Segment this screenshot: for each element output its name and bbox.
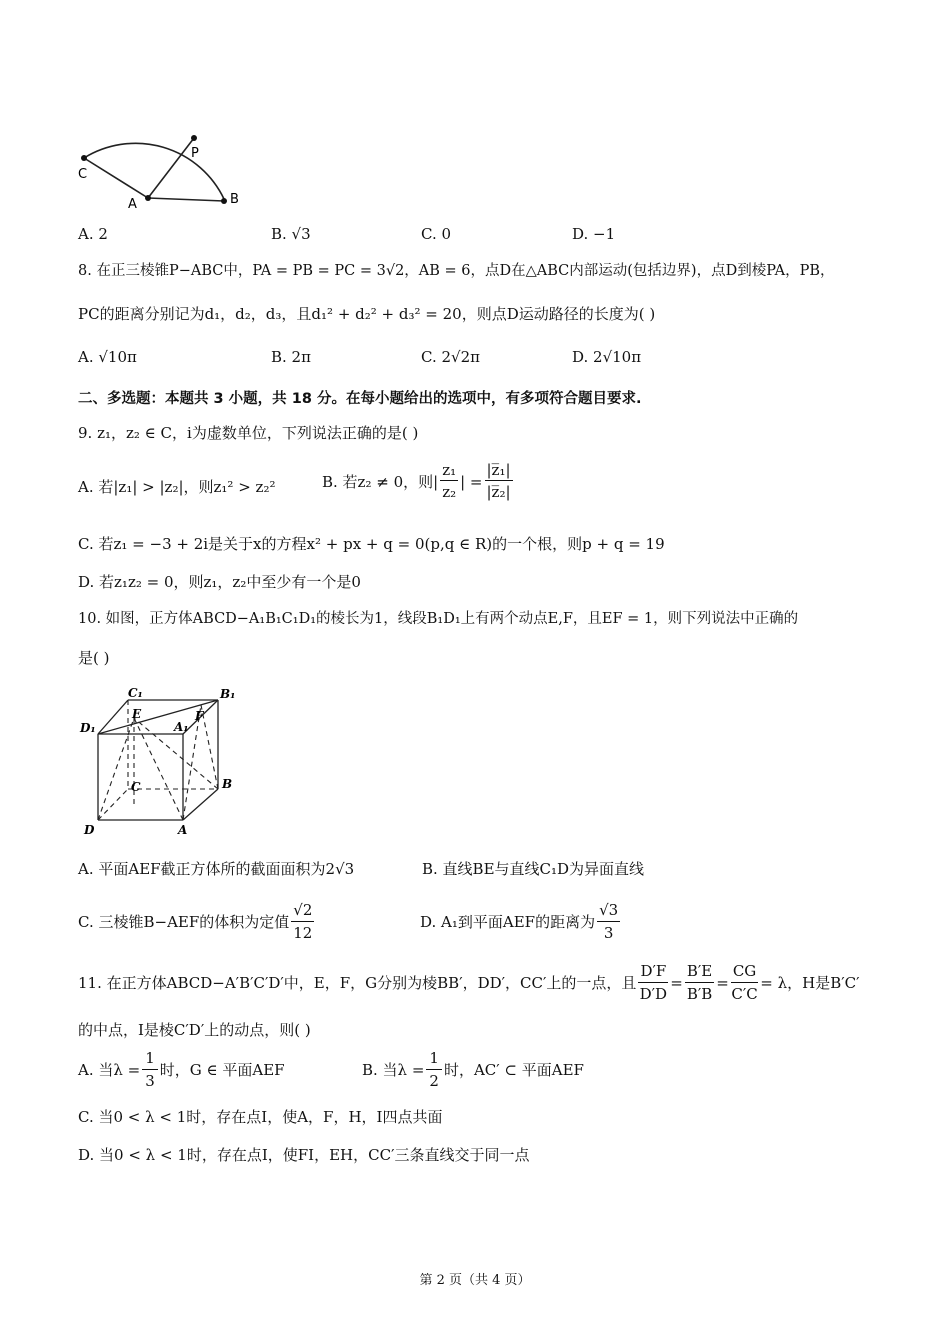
- vertex-label-d1: D₁: [80, 721, 96, 735]
- q11-option-a-suffix: 时，G ∈ 平面AEF: [159, 1061, 285, 1079]
- point-label-p: P: [191, 146, 199, 161]
- q10-option-d: [420, 900, 620, 944]
- q11-option-c: C. 当0 < λ < 1时，存在点I，使A，F，H，I四点共面: [78, 1108, 443, 1126]
- fraction-numerator: B′E: [685, 961, 714, 983]
- fraction-denominator: D′D: [639, 985, 668, 1003]
- vertex-label-c: C: [131, 780, 141, 794]
- vertex-label-b1: B₁: [220, 687, 236, 701]
- q9-option-a: A. 若|z₁| > |z₂|，则z₁² > z₂²: [78, 478, 276, 496]
- fraction-denominator: C′C: [731, 985, 758, 1003]
- fraction-numerator: √2: [291, 900, 314, 922]
- fraction-denominator: B′B: [686, 985, 713, 1003]
- fraction-denominator: 12: [293, 924, 313, 942]
- q8-option-d: D. 2√10π: [572, 348, 642, 366]
- equals-sign: =: [716, 974, 729, 992]
- fraction-denominator: 3: [145, 1072, 155, 1090]
- q8-stem-line2: PC的距离分别记为d₁，d₂，d₃，且d₁² + d₂² + d₃² = 20，则点D运动路径的长度为( ): [78, 305, 656, 323]
- q11-option-b-prefix: B. 当λ =: [362, 1061, 425, 1079]
- fraction: [731, 961, 758, 1005]
- fraction-numerator: CG: [731, 961, 758, 983]
- fraction-denominator: |z̅₂|: [486, 483, 511, 501]
- q11-stem-suffix: = λ，H是B′C′: [760, 974, 860, 992]
- q10-stem-line1: 10. 如图，正方体ABCD−A₁B₁C₁D₁的棱长为1，线段B₁D₁上有两个动点E,F，且EF = 1，则下列说法中正确的: [78, 611, 799, 627]
- q10-option-a: A. 平面AEF截正方体所的截面面积为2√3: [78, 860, 355, 878]
- vertex-label-c1: C₁: [128, 686, 143, 700]
- point-label-f: F: [195, 709, 204, 723]
- q10-option-c: [78, 900, 314, 944]
- fraction: [440, 460, 458, 503]
- q9-stem: 9. z₁，z₂ ∈ C，i为虚数单位，下列说法正确的是( ): [78, 424, 419, 442]
- q11-option-b-suffix: 时，AC′ ⊂ 平面AEF: [443, 1061, 584, 1079]
- equals-sign: =: [670, 974, 683, 992]
- q9-option-c: C. 若z₁ = −3 + 2i是关于x的方程x² + px + q = 0(p,q ∈ R)的一个根，则p + q = 19: [78, 535, 665, 553]
- fraction-denominator: 2: [429, 1072, 439, 1090]
- q10-option-d-prefix: D. A₁到平面AEF的距离为: [420, 913, 596, 931]
- vertex-label-a1: A₁: [174, 720, 189, 734]
- fraction-numerator: √3: [597, 900, 620, 922]
- q11-option-d: D. 当0 < λ < 1时，存在点I，使FI，EH，CC′三条直线交于同一点: [78, 1146, 530, 1164]
- q10-stem-line2: 是( ): [78, 649, 110, 667]
- q8-option-c: C. 2√2π: [421, 348, 480, 366]
- fraction-denominator: z₂: [442, 483, 457, 501]
- q8-option-b: B. 2π: [271, 348, 311, 366]
- fraction: [638, 961, 668, 1005]
- fraction-numerator: 1: [426, 1048, 442, 1070]
- point-label-e: E: [132, 707, 142, 721]
- q9-option-b: [322, 460, 513, 503]
- fraction-numerator: 1: [142, 1048, 158, 1070]
- q9-option-b-mid: | =: [460, 472, 483, 491]
- q11-option-b: [362, 1048, 584, 1092]
- vertex-label-a: A: [178, 823, 188, 837]
- fraction-numerator: D′F: [638, 961, 668, 983]
- q8-stem-line1: 8. 在正三棱锥P−ABC中，PA = PB = PC = 3√2，AB = 6，点D在△ABC内部运动(包括边界)，点D到棱PA，PB，: [78, 263, 835, 279]
- cube-figure: [78, 684, 248, 844]
- q11-option-a: [78, 1048, 285, 1092]
- q7-option-b: B. √3: [271, 225, 311, 243]
- page-footer: 第 2 页（共 4 页）: [419, 1273, 531, 1288]
- q10-option-c-prefix: C. 三棱锥B−AEF的体积为定值: [78, 913, 290, 931]
- q7-option-c: C. 0: [421, 225, 452, 243]
- fraction: [485, 460, 513, 503]
- q11-option-a-prefix: A. 当λ =: [78, 1061, 141, 1079]
- q9-option-b-prefix: B. 若z₂ ≠ 0，则|: [322, 472, 439, 491]
- vertex-label-b: B: [222, 777, 233, 791]
- point-label-a: A: [128, 197, 137, 212]
- q9-option-d: D. 若z₁z₂ = 0，则z₁，z₂中至少有一个是0: [78, 573, 361, 591]
- sector-figure: [70, 115, 250, 215]
- q11-stem-line2: 的中点，I是棱C′D′上的动点，则( ): [78, 1021, 311, 1039]
- q7-option-a: A. 2: [78, 225, 108, 243]
- q10-option-b: B. 直线BE与直线C₁D为异面直线: [422, 860, 645, 878]
- fraction-denominator: 3: [603, 924, 614, 942]
- fraction: [685, 961, 714, 1005]
- fraction-numerator: z₁: [442, 461, 457, 479]
- fraction-numerator: |z̅₁|: [486, 461, 511, 479]
- fraction: [142, 1048, 158, 1092]
- vertex-label-d: D: [84, 823, 95, 837]
- fraction: [426, 1048, 442, 1092]
- point-label-b: B: [230, 192, 239, 207]
- q11-stem-prefix: 11. 在正方体ABCD−A′B′C′D′中，E，F，G分别为棱BB′，DD′，CC′上的一点，且: [78, 974, 637, 992]
- q8-option-a: A. √10π: [78, 348, 137, 366]
- section-heading: 二、多选题：本题共 3 小题，共 18 分。在每小题给出的选项中，有多项符合题目要求.: [78, 391, 642, 407]
- fraction: [291, 900, 314, 944]
- q7-option-d: D. −1: [572, 225, 616, 243]
- fraction: [597, 900, 620, 944]
- q11-stem-line1: [78, 961, 860, 1005]
- point-label-c: C: [78, 167, 88, 182]
